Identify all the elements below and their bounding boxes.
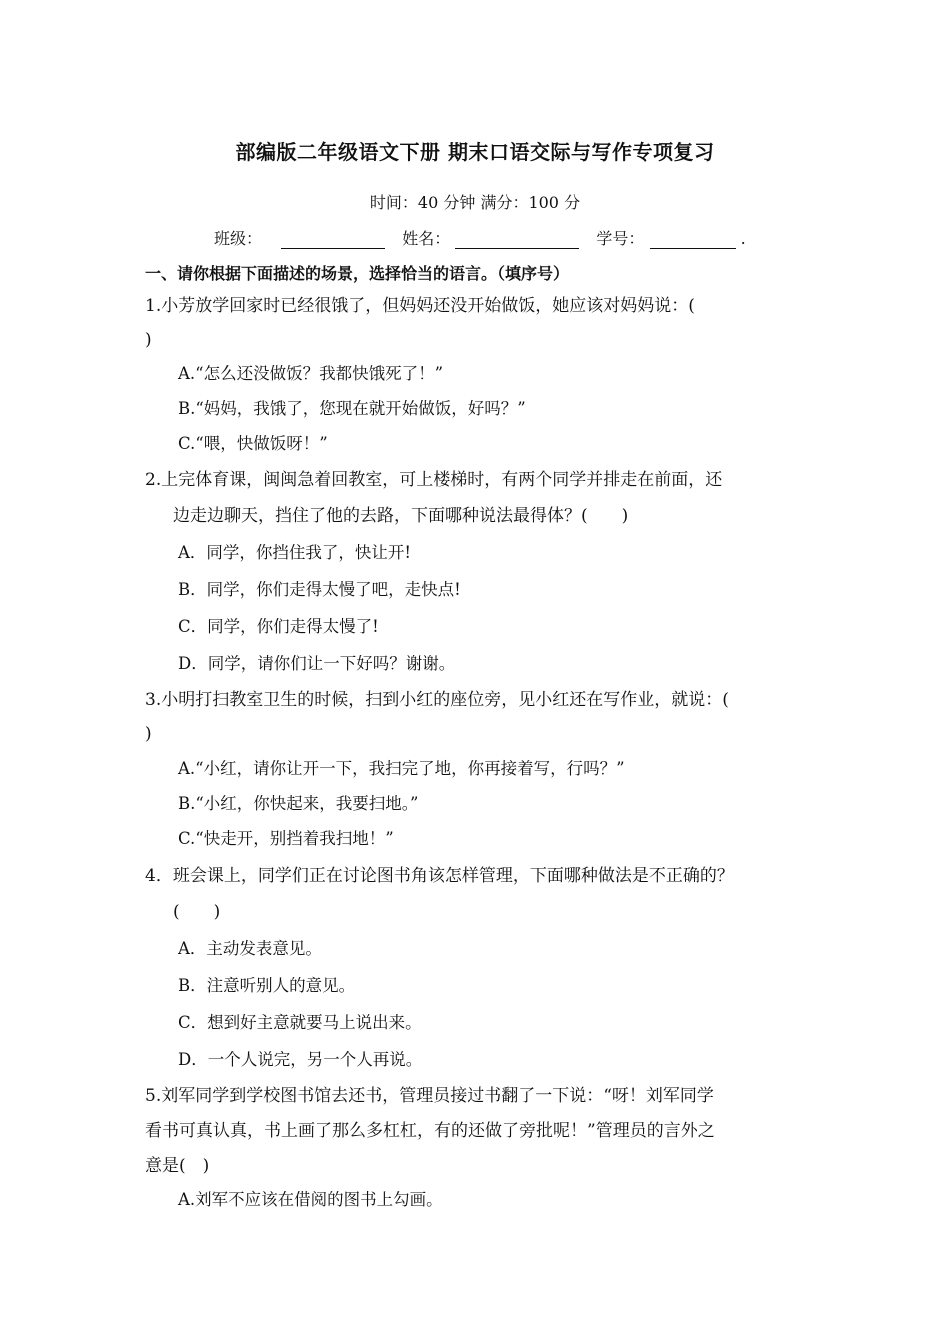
question-5-option-a: A.刘军不应该在借阅的图书上勾画。	[178, 1190, 443, 1209]
student-info-row	[214, 226, 746, 249]
page-title: 部编版二年级语文下册 期末口语交际与写作专项复习	[235, 140, 715, 164]
question-3-option-c: C.“快走开，别挡着我扫地！”	[178, 829, 394, 848]
section-heading: 一、请你根据下面描述的场景，选择恰当的语言。（填序号）	[145, 264, 570, 283]
question-3-line-1: 3.小明打扫教室卫生的时候，扫到小红的座位旁，见小红还在写作业，就说：(	[145, 690, 729, 710]
question-2-option-a: A．同学，你挡住我了，快让开!	[178, 543, 412, 562]
question-2-option-d: D．同学，请你们让一下好吗？谢谢。	[178, 654, 456, 673]
id-blank[interactable]	[650, 230, 736, 249]
question-4-line-1: 4．班会课上，同学们正在讨论图书角该怎样管理，下面哪种做法是不正确的？	[145, 866, 734, 886]
exam-time-score: 时间：40 分钟 满分：100 分	[369, 193, 581, 212]
question-3-line-2: )	[145, 724, 152, 744]
question-3-option-a: A.“小红，请你让开一下，我扫完了地，你再接着写，行吗？”	[178, 759, 625, 778]
question-1-option-b: B.“妈妈，我饿了，您现在就开始做饭，好吗？”	[178, 399, 526, 418]
question-4-option-d: D．一个人说完，另一个人再说。	[178, 1050, 423, 1069]
id-label: 学号：	[596, 229, 645, 248]
question-1-line-1: 1.小芳放学回家时已经很饿了，但妈妈还没开始做饭，她应该对妈妈说：(	[145, 296, 695, 316]
name-label: 姓名：	[402, 229, 451, 248]
class-label: 班级：	[214, 229, 263, 248]
question-2-line-2: 边走边聊天，挡住了他的去路，下面哪种说法最得体？( )	[173, 506, 629, 526]
question-2-line-1: 2.上完体育课，闽闽急着回教室，可上楼梯时，有两个同学并排走在前面，还	[145, 470, 723, 490]
question-2-option-c: C．同学，你们走得太慢了!	[178, 617, 379, 636]
name-blank[interactable]	[455, 230, 579, 249]
question-1-option-a: A.“怎么还没做饭？我都快饿死了！”	[178, 364, 444, 383]
question-5-line-1: 5.刘军同学到学校图书馆去还书，管理员接过书翻了一下说：“呀！刘军同学	[145, 1086, 714, 1106]
question-5-line-3: 意是( )	[145, 1156, 210, 1176]
question-1-option-c: C.“喂，快做饭呀！”	[178, 434, 328, 453]
question-1-line-2: )	[145, 330, 152, 350]
question-3-option-b: B.“小红，你快起来，我要扫地。”	[178, 794, 419, 813]
question-2-option-b: B．同学，你们走得太慢了吧，走快点!	[178, 580, 461, 599]
question-4-line-2: ( )	[173, 902, 221, 922]
class-blank[interactable]	[281, 230, 385, 249]
info-end: .	[740, 229, 746, 248]
question-4-option-a: A．主动发表意见。	[178, 939, 322, 958]
question-4-option-c: C．想到好主意就要马上说出来。	[178, 1013, 422, 1032]
question-4-option-b: B．注意听别人的意见。	[178, 976, 356, 995]
question-5-line-2: 看书可真认真，书上画了那么多杠杠，有的还做了旁批呢！”管理员的言外之	[145, 1121, 715, 1141]
